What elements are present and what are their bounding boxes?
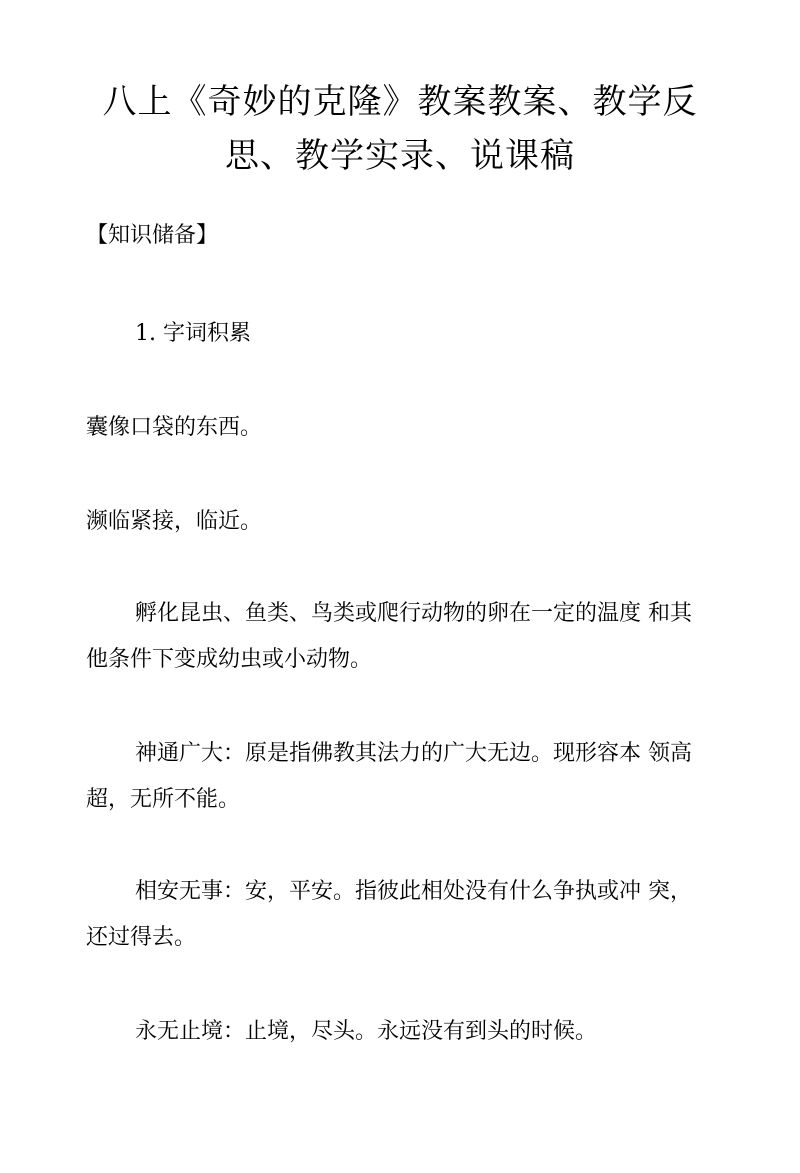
entry-text: 濒临紧接，临近。	[86, 509, 263, 534]
entry-text: 永无止境：止境，尽头。永远没有到头的时候。	[135, 1019, 598, 1044]
section-heading: 【知识储备】	[86, 223, 219, 248]
entry-text: 孵化昆虫、鱼类、鸟类或爬行动物的卵在一定的温度 和其	[135, 601, 692, 626]
entry-text: 囊像口袋的东西。	[86, 415, 263, 440]
entry-text: 还过得去。	[86, 925, 197, 950]
document-title-line-1: 八上《奇妙的克隆》教案教案、教学反	[102, 82, 698, 122]
entry-text: 超，无所不能。	[86, 787, 241, 812]
entry-text: 神通广大：原是指佛教其法力的广大无边。现形容本 领高	[135, 741, 692, 766]
document-title-line-2: 思、教学实录、说课稿	[225, 136, 575, 176]
entry-text: 他条件下变成幼虫或小动物。	[86, 647, 373, 672]
entry-text: 相安无事：安，平安。指彼此相处没有什么争执或冲 突，	[135, 879, 692, 904]
subheading: 1. 字词积累	[135, 321, 251, 346]
